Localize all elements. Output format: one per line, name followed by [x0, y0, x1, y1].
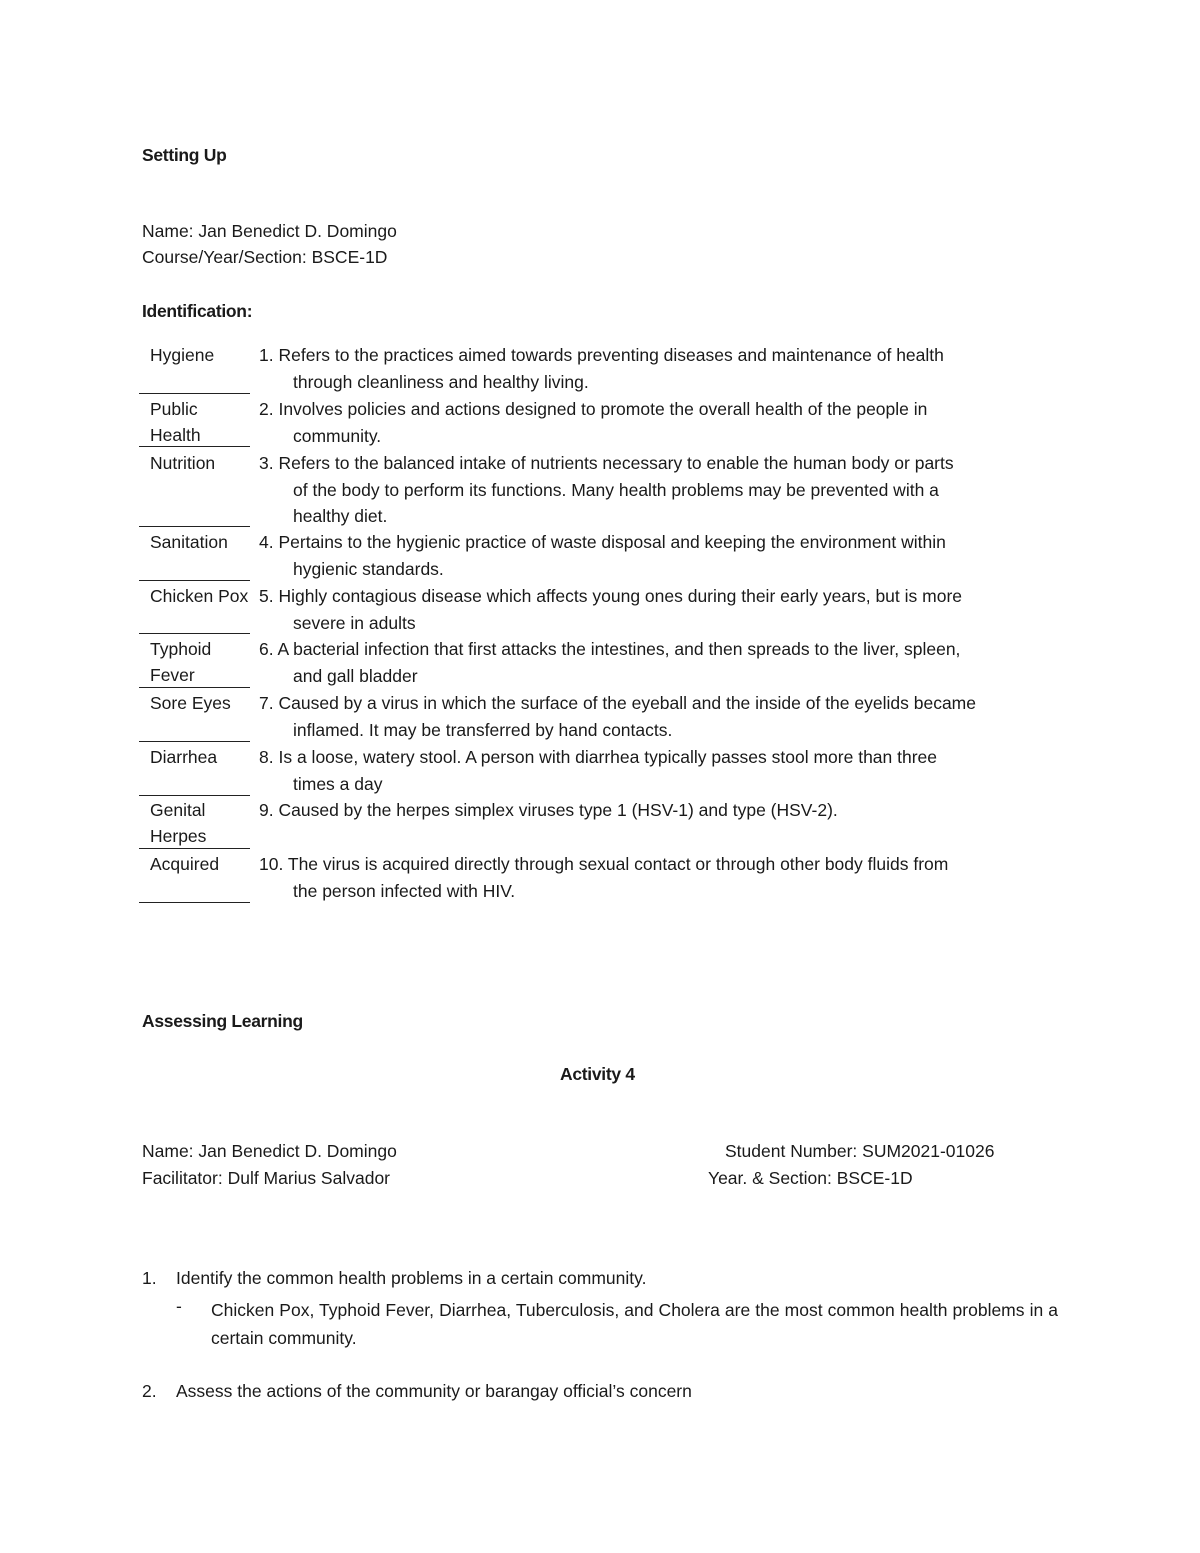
answer-line-9: [139, 848, 250, 849]
term-9: Genital Herpes: [150, 800, 207, 846]
question-2: Assess the actions of the community or barangay official’s concern: [176, 1381, 692, 1401]
definition-5: 5. Highly contagious disease which affects young ones during their early years, but is more severe in adults: [259, 586, 963, 633]
activity-title: Activity 4: [560, 1064, 635, 1084]
term-8: Diarrhea: [150, 747, 218, 767]
definition-6: 6. A bacterial infection that first attacks the intestines, and then spreads to the liver, spleen, and gall bladder: [259, 639, 961, 686]
answer-line-7: [139, 741, 250, 742]
definition-8: 8. Is a loose, watery stool. A person with diarrhea typically passes stool more than three times a day: [259, 747, 938, 794]
identification-heading: Identification:: [142, 301, 253, 321]
definition-7: 7. Caused by a virus in which the surface of the eyeball and the inside of the eyelids became inflamed. It may be transferred by hand contacts.: [259, 693, 976, 740]
term-5: Chicken Pox: [150, 586, 249, 606]
answer-line-5: [139, 633, 250, 634]
answer-line-8: [139, 795, 250, 796]
definition-2: 2. Involves policies and actions designed to promote the overall health of the people in community.: [259, 399, 928, 446]
answer-line-1: [139, 393, 250, 394]
answer-line-3: [139, 526, 250, 527]
definition-1: 1. Refers to the practices aimed towards preventing diseases and maintenance of health through cleanliness and healthy living.: [259, 345, 944, 392]
term-4: Sanitation: [150, 532, 228, 552]
question-1-number: 1.: [142, 1268, 157, 1288]
definition-9: 9. Caused by the herpes simplex viruses type 1 (HSV-1) and type (HSV-2).: [259, 800, 838, 820]
answer-line-6: [139, 687, 250, 688]
student-number: Student Number: SUM2021-01026: [725, 1141, 995, 1161]
question-2-number: 2.: [142, 1381, 157, 1401]
year-section: Year. & Section: BSCE-1D: [708, 1168, 913, 1188]
facilitator: Facilitator: Dulf Marius Salvador: [142, 1168, 390, 1188]
term-6: Typhoid Fever: [150, 639, 212, 685]
answer-line-10: [139, 902, 250, 903]
answer-1: Chicken Pox, Typhoid Fever, Diarrhea, Tuberculosis, and Cholera are the most common health problems in a certain community.: [211, 1300, 1058, 1348]
definition-4: 4. Pertains to the hygienic practice of waste disposal and keeping the environment within hygienic standards.: [259, 532, 946, 579]
definition-10: 10. The virus is acquired directly through sexual contact or through other body fluids from the person infected with HIV.: [259, 854, 949, 901]
setting-up-heading: Setting Up: [142, 145, 227, 165]
assessing-learning-heading: Assessing Learning: [142, 1011, 303, 1031]
definition-3: 3. Refers to the balanced intake of nutrients necessary to enable the human body or parts of the body to perform its functions. Many health problems may be prevented with a healthy diet.: [259, 453, 954, 526]
term-3: Nutrition: [150, 453, 216, 473]
student-name: Name: Jan Benedict D. Domingo: [142, 221, 397, 241]
term-7: Sore Eyes: [150, 693, 231, 713]
term-10: Acquired: [150, 854, 220, 874]
answer-1-bullet: -: [176, 1296, 182, 1316]
question-1: Identify the common health problems in a certain community.: [176, 1268, 647, 1288]
activity-student-name: Name: Jan Benedict D. Domingo: [142, 1141, 397, 1161]
term-2: Public Health: [150, 399, 201, 445]
course-year-section: Course/Year/Section: BSCE-1D: [142, 247, 388, 267]
answer-line-4: [139, 580, 250, 581]
term-1: Hygiene: [150, 345, 215, 365]
answer-line-2: [139, 446, 250, 447]
